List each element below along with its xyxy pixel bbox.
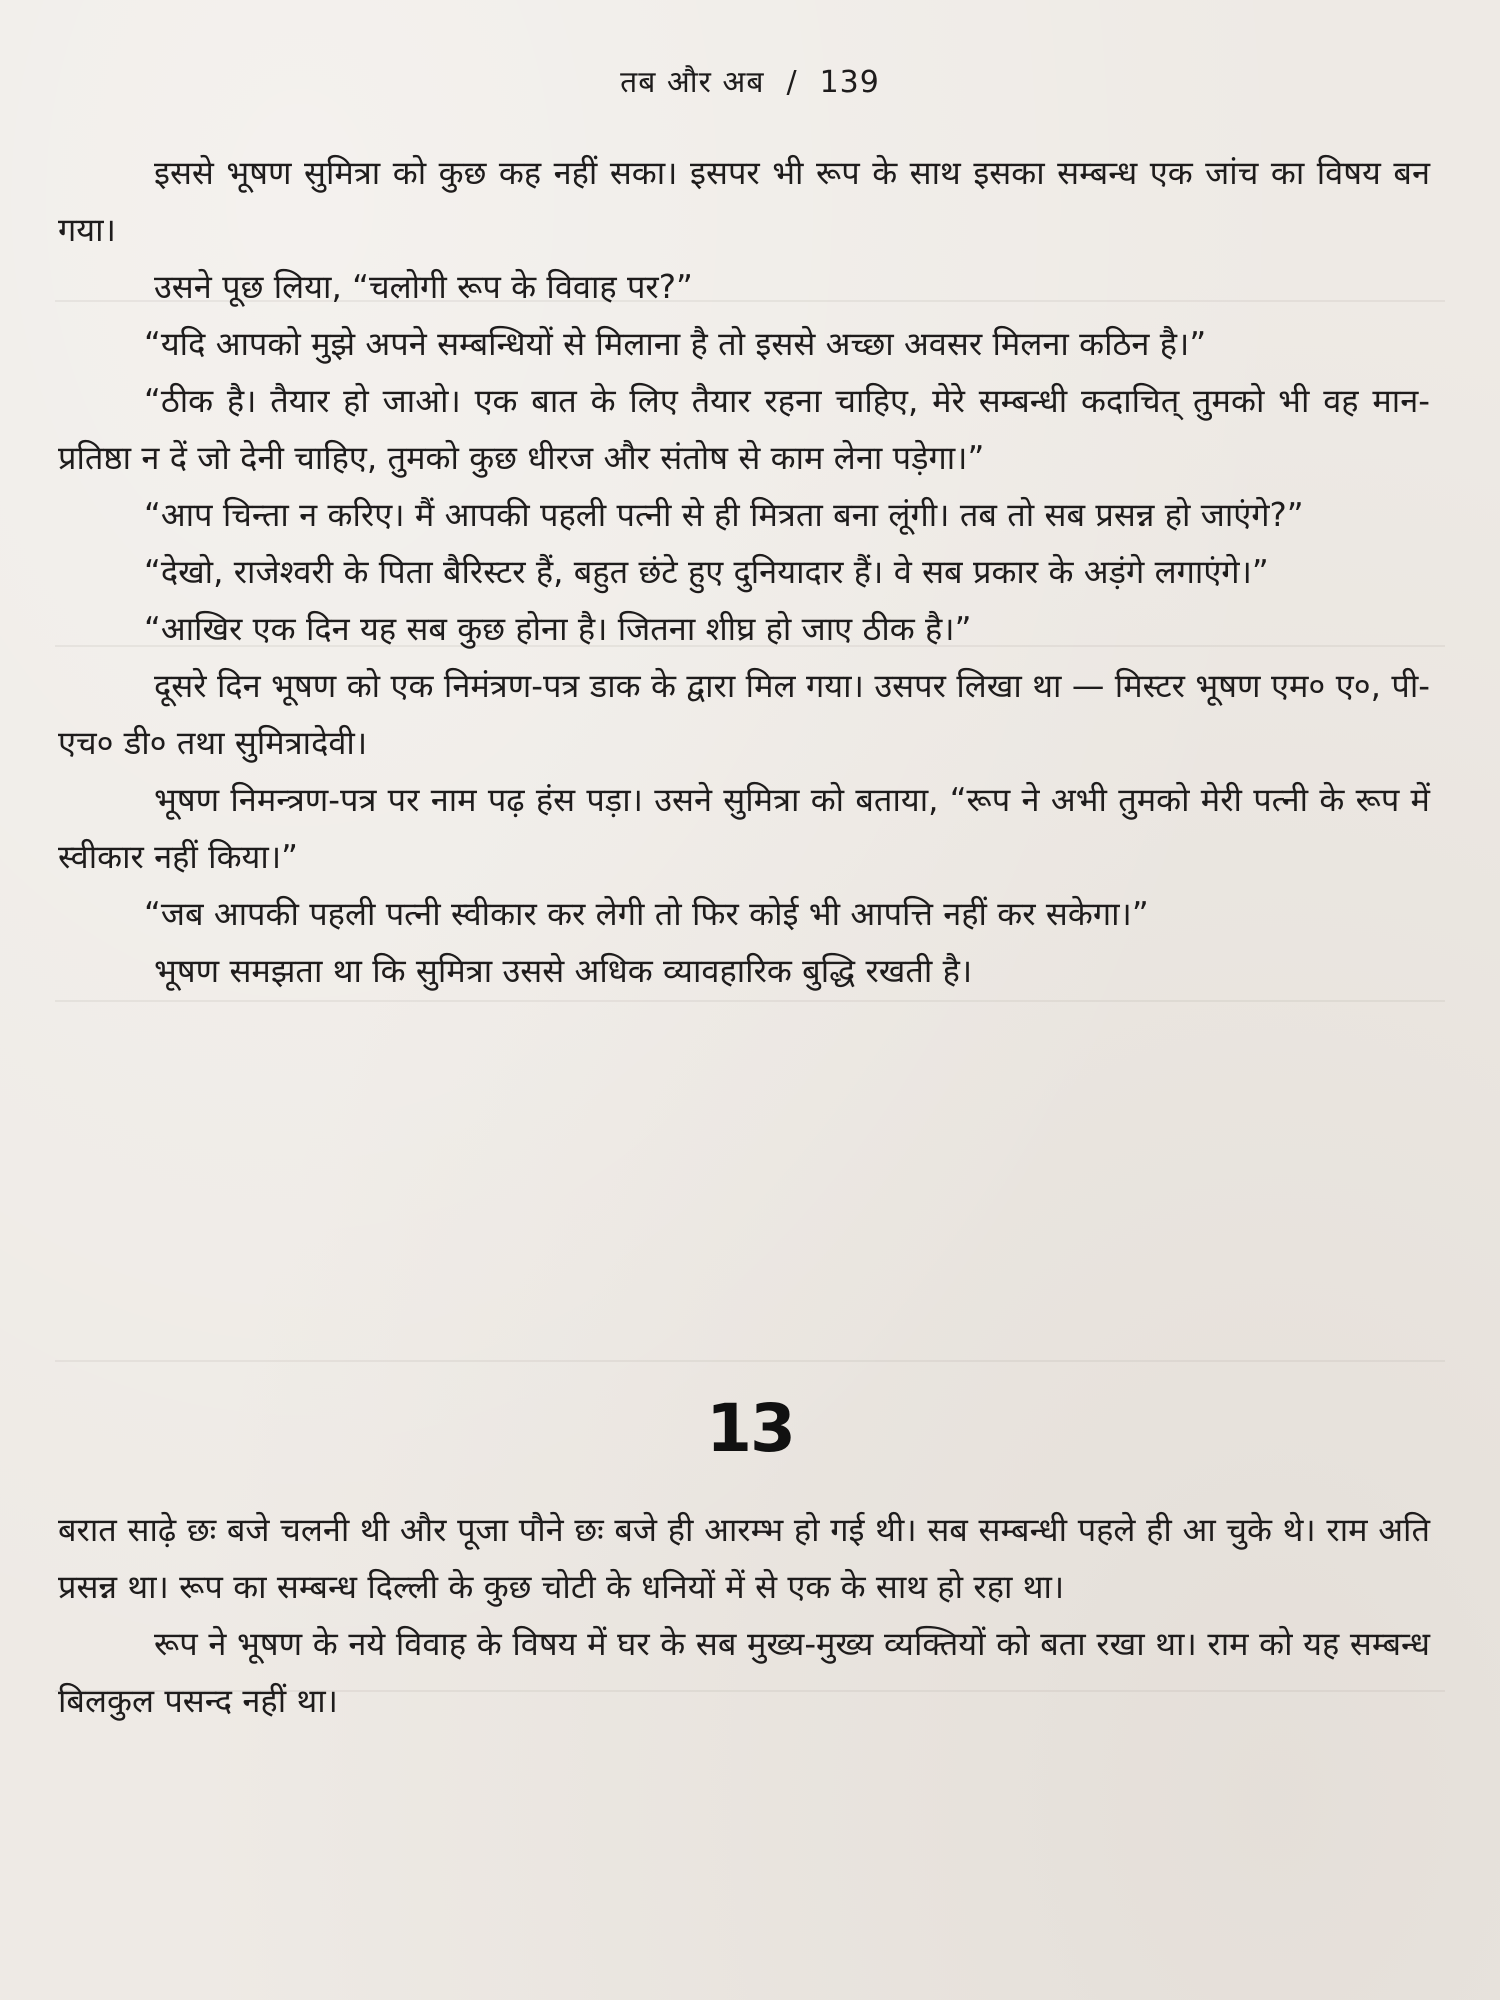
- text-block-before-chapter: [58, 145, 1430, 1000]
- paragraph: उसने पूछ लिया, “चलोगी रूप के विवाह पर?”: [154, 268, 693, 306]
- chapter-number: 13: [706, 1390, 794, 1467]
- running-head: [0, 60, 1500, 101]
- text-block-after-chapter: [58, 1502, 1430, 1730]
- paragraph: “ठीक है। तैयार हो जाओ। एक बात के लिए तैयार रहना चाहिए, मेरे सम्बन्धी कदाचित् तुमको भी वह मान-प्रतिष्ठा न दें जो देनी चाहिए, तुमको कुछ धीरज और संतोष से काम लेना पड़ेगा।”: [58, 382, 1430, 477]
- paragraph: “आखिर एक दिन यह सब कुछ होना है। जितना शीघ्र हो जाए ठीक है।”: [144, 610, 972, 648]
- bleed-through-line: [55, 1360, 1445, 1362]
- paragraph: रूप ने भूषण के नये विवाह के विषय में घर के सब मुख्य-मुख्य व्यक्तियों को बता रखा था। राम को यह सम्बन्ध बिलकुल पसन्द नहीं था।: [58, 1625, 1430, 1720]
- paragraph: दूसरे दिन भूषण को एक निमंत्रण-पत्र डाक के द्वारा मिल गया। उसपर लिखा था — मिस्टर भूषण एम० ए०, पी-एच० डी० तथा सुमित्रादेवी।: [58, 667, 1430, 762]
- page-number: 139: [819, 65, 880, 100]
- paragraph: “देखो, राजेश्वरी के पिता बैरिस्टर हैं, बहुत छंटे हुए दुनियादार हैं। वे सब प्रकार के अड़ंगे लगाएंगे।”: [144, 553, 1269, 591]
- paragraph: “आप चिन्ता न करिए। मैं आपकी पहली पत्नी से ही मित्रता बना लूंगी। तब तो सब प्रसन्न हो जाएंगे?”: [144, 496, 1304, 534]
- paragraph: बरात साढ़े छः बजे चलनी थी और पूजा पौने छः बजे ही आरम्भ हो गई थी। सब सम्बन्धी पहले ही आ चुके थे। राम अति प्रसन्न था। रूप का सम्बन्ध दिल्ली के कुछ चोटी के धनियों में से एक के साथ हो रहा था।: [58, 1511, 1430, 1606]
- paragraph: इससे भूषण सुमित्रा को कुछ कह नहीं सका। इसपर भी रूप के साथ इसका सम्बन्ध एक जांच का विषय बन गया।: [58, 154, 1430, 249]
- paragraph: भूषण निमन्त्रण-पत्र पर नाम पढ़ हंस पड़ा। उसने सुमित्रा को बताया, “रूप ने अभी तुमको मेरी पत्नी के रूप में स्वीकार नहीं किया।”: [58, 781, 1430, 876]
- paragraph: “यदि आपको मुझे अपने सम्बन्धियों से मिलाना है तो इससे अच्छा अवसर मिलना कठिन है।”: [144, 325, 1207, 363]
- book-title: तब और अब: [620, 65, 765, 100]
- paragraph: “जब आपकी पहली पत्नी स्वीकार कर लेगी तो फिर कोई भी आपत्ति नहीं कर सकेगा।”: [144, 895, 1149, 933]
- header-separator: /: [786, 65, 798, 100]
- paragraph: भूषण समझता था कि सुमित्रा उससे अधिक व्यावहारिक बुद्धि रखती है।: [154, 952, 973, 990]
- bleed-through-line: [55, 1000, 1445, 1002]
